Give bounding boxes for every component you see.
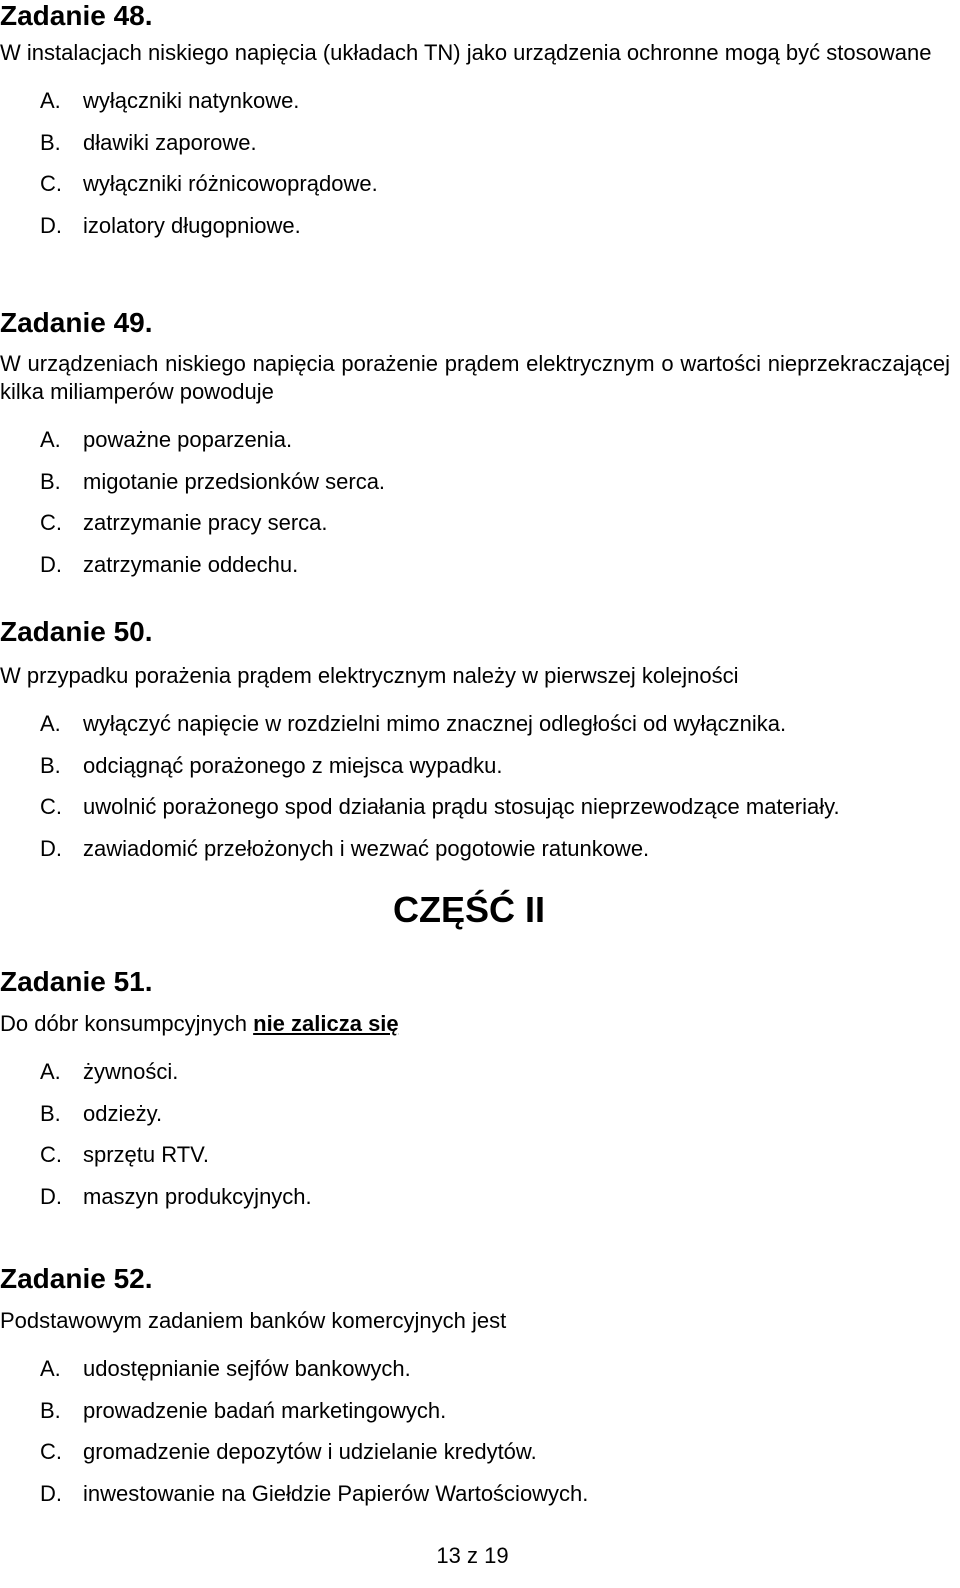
task-question xyxy=(0,1010,950,1038)
option-text: odciągnąć porażonego z miejsca wypadku. xyxy=(83,752,503,778)
answer-option-d xyxy=(0,1183,950,1225)
answer-option-d xyxy=(0,551,950,593)
task-48 xyxy=(0,0,950,253)
option-text: wyłączniki natynkowe. xyxy=(83,88,300,113)
question-emphasis: nie zalicza się xyxy=(253,1011,399,1036)
task-question: Podstawowym zadaniem banków komercyjnych jest xyxy=(0,1308,507,1333)
answer-options xyxy=(0,710,950,876)
option-letter: B. xyxy=(40,129,61,155)
option-letter: C. xyxy=(40,171,62,196)
task-52 xyxy=(0,1263,950,1521)
answer-option-b xyxy=(0,129,950,171)
task-title: Zadanie 51. xyxy=(0,966,153,997)
task-title: Zadanie 48. xyxy=(0,0,153,31)
task-title: Zadanie 49. xyxy=(0,307,153,338)
option-text: inwestowanie na Giełdzie Papierów Wartościowych. xyxy=(83,1480,589,1506)
option-letter: A. xyxy=(40,711,61,736)
task-49 xyxy=(0,307,950,592)
answer-option-d xyxy=(0,212,950,254)
option-text: prowadzenie badań marketingowych. xyxy=(83,1397,447,1423)
answer-option-b xyxy=(0,1100,950,1142)
answer-option-c xyxy=(0,793,950,835)
answer-option-c xyxy=(0,1438,950,1480)
task-title: Zadanie 50. xyxy=(0,616,153,647)
answer-option-d xyxy=(0,1480,950,1522)
task-question: W instalacjach niskiego napięcia (układach TN) jako urządzenia ochronne mogą być stosowane xyxy=(0,40,932,65)
option-text: wyłączniki różnicowoprądowe. xyxy=(83,171,378,196)
option-letter: D. xyxy=(40,1183,62,1209)
section-heading: CZĘŚĆ II xyxy=(393,889,546,930)
task-50 xyxy=(0,616,950,876)
option-letter: D. xyxy=(40,1480,62,1506)
task-title: Zadanie 52. xyxy=(0,1263,153,1294)
answer-option-c xyxy=(0,1141,950,1183)
option-letter: B. xyxy=(40,1397,61,1423)
page-number: 13 z 19 xyxy=(436,1543,509,1568)
answer-option-b xyxy=(0,1397,950,1439)
option-text: żywności. xyxy=(83,1059,179,1084)
option-text: migotanie przedsionków serca. xyxy=(83,468,386,494)
answer-options xyxy=(0,1058,950,1224)
answer-option-c xyxy=(0,170,950,212)
answer-options xyxy=(0,87,950,253)
option-text: maszyn produkcyjnych. xyxy=(83,1183,312,1209)
option-letter: C. xyxy=(40,1439,62,1464)
option-text: zawiadomić przełożonych i wezwać pogotowie ratunkowe. xyxy=(83,835,650,861)
option-letter: D. xyxy=(40,212,62,238)
option-letter: B. xyxy=(40,1100,61,1126)
option-text: odzieży. xyxy=(83,1100,163,1126)
answer-option-a xyxy=(0,1355,950,1397)
option-text: zatrzymanie pracy serca. xyxy=(83,510,328,535)
option-letter: A. xyxy=(40,88,61,113)
answer-option-b xyxy=(0,468,950,510)
option-letter: D. xyxy=(40,551,62,577)
option-letter: B. xyxy=(40,752,61,778)
answer-option-a xyxy=(0,710,950,752)
task-question: W urządzeniach niskiego napięcia porażenie prądem elektrycznym o wartości nieprzekraczającej kilka miliamperów powoduje xyxy=(0,351,950,404)
answer-option-a xyxy=(0,1058,950,1100)
answer-option-d xyxy=(0,835,950,877)
answer-options xyxy=(0,426,950,592)
answer-option-a xyxy=(0,87,950,129)
option-letter: B. xyxy=(40,468,61,494)
option-text: poważne poparzenia. xyxy=(83,427,293,452)
option-text: gromadzenie depozytów i udzielanie kredytów. xyxy=(83,1439,537,1464)
option-text: wyłączyć napięcie w rozdzielni mimo znacznej odległości od wyłącznika. xyxy=(83,711,787,736)
option-letter: C. xyxy=(40,794,62,819)
answer-option-c xyxy=(0,509,950,551)
option-text: izolatory długopniowe. xyxy=(83,212,301,238)
option-text: dławiki zaporowe. xyxy=(83,129,257,155)
answer-option-b xyxy=(0,752,950,794)
task-51 xyxy=(0,966,950,1224)
option-letter: D. xyxy=(40,835,62,861)
question-text: Do dóbr konsumpcyjnych xyxy=(0,1011,254,1036)
option-letter: C. xyxy=(40,510,62,535)
option-letter: A. xyxy=(40,1059,61,1084)
option-text: zatrzymanie oddechu. xyxy=(83,551,299,577)
option-text: udostępnianie sejfów bankowych. xyxy=(83,1356,411,1381)
option-text: uwolnić porażonego spod działania prądu stosując nieprzewodzące materiały. xyxy=(83,794,840,819)
option-letter: A. xyxy=(40,427,61,452)
answer-options xyxy=(0,1355,950,1521)
option-letter: A. xyxy=(40,1356,61,1381)
option-text: sprzętu RTV. xyxy=(83,1142,209,1167)
option-letter: C. xyxy=(40,1142,62,1167)
task-question: W przypadku porażenia prądem elektrycznym należy w pierwszej kolejności xyxy=(0,663,739,688)
answer-option-a xyxy=(0,426,950,468)
